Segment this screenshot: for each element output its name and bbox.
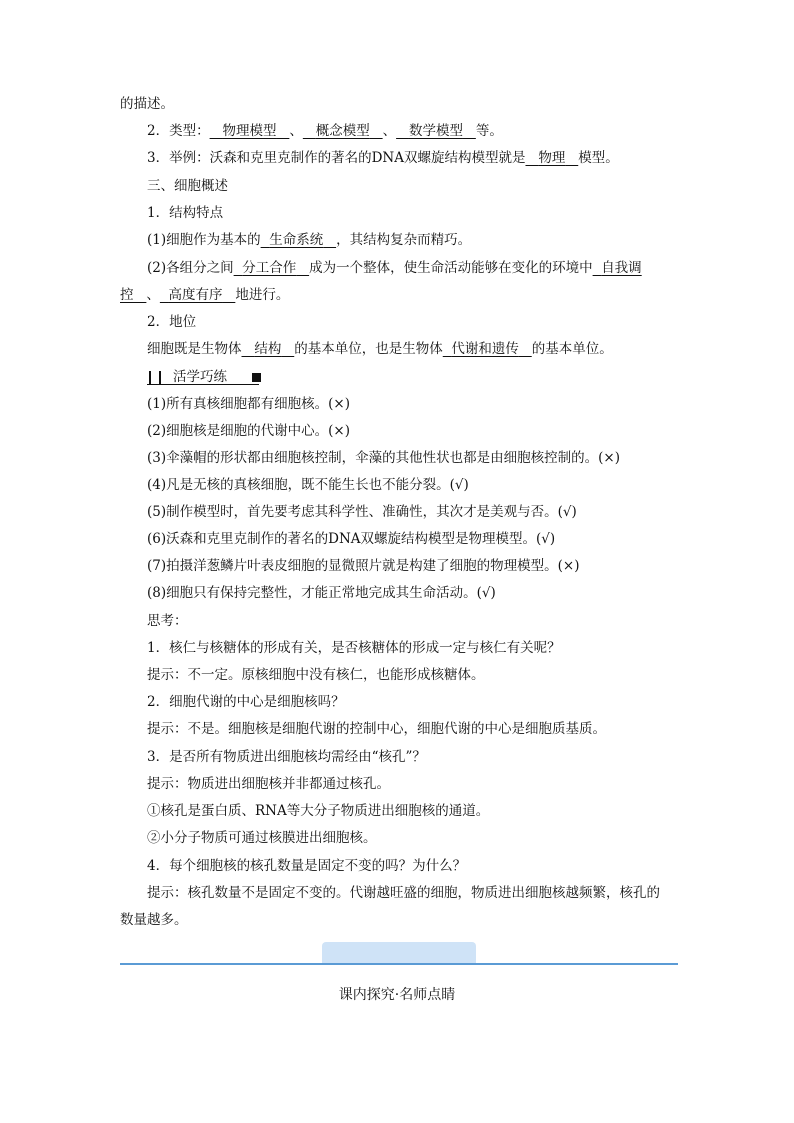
answer-blank: 生命系统 [269,232,324,248]
question: 4．每个细胞核的核孔数量是固定不变的吗？为什么？ [147,858,467,874]
answer-blank: 分工合作 [242,260,297,276]
question: 1．核仁与核糖体的形成有关，是否核糖体的形成一定与核仁有关呢？ [147,640,561,656]
answer-blank: 高度有序 [168,287,223,303]
quiz-item: (4)凡是无核的真核细胞，既不能生长也不能分裂。(√) [147,477,469,493]
text-line: 细胞既是生物体 结构 的基本单位，也是生物体 代谢和遗传 的基本单位。 [147,341,613,357]
section-banner-tab [322,942,476,964]
question: 3．是否所有物质进出细胞核均需经由“核孔”？ [147,749,426,765]
answer-blank: 控 [120,287,134,303]
section-divider [120,963,678,965]
answer-blank: 代谢和遗传 [451,341,519,357]
answer-blank: 物理模型 [222,123,277,139]
hint-point: ②小分子物质可通过核膜进出细胞核。 [147,830,377,846]
section-heading: 三、细胞概述 [147,178,228,194]
hint: 数量越多。 [120,912,188,928]
text-line: (1)细胞作为基本的 生命系统 ，其结构复杂而精巧。 [147,232,472,248]
section-banner-title: 课内探究·名师点睛 [338,987,456,1003]
quiz-item: (8)细胞只有保持完整性，才能正常地完成其生命活动。(√) [147,585,496,601]
answer-blank: 物理 [538,150,566,166]
hint-point: ①核孔是蛋白质、RNA等大分子物质进出细胞核的通道。 [147,803,490,819]
quiz-item: (3)伞藻帽的形状都由细胞核控制，伞藻的其他性状也都是由细胞核控制的。(×) [147,450,620,466]
quiz-item: (1)所有真核细胞都有细胞核。(×) [147,396,350,412]
quiz-item: (2)细胞核是细胞的代谢中心。(×) [147,423,350,439]
square-icon [252,373,261,382]
practice-tag [147,370,259,385]
text-line: (2)各组分之间 分工合作 成为一个整体，使生命活动能够在变化的环境中 自我调 [147,260,642,276]
hint: 提示：不是。细胞核是细胞代谢的控制中心，细胞代谢的中心是细胞质基质。 [147,721,606,737]
answer-blank: 数学模型 [408,123,463,139]
question: 2．细胞代谢的中心是细胞核吗？ [147,694,345,710]
model-types-line: 2．类型： 物理模型 、 概念模型 、 数学模型 等。 [147,123,503,139]
subheading: 2．地位 [147,314,197,330]
answer-blank: 概念模型 [315,123,370,139]
think-heading: 思考： [147,613,188,629]
hint: 提示：物质进出细胞核并非都通过核孔。 [147,776,390,792]
hint: 提示：不一定。原核细胞中没有核仁，也能形成核糖体。 [147,667,485,683]
quiz-item: (6)沃森和克里克制作的著名的DNA双螺旋结构模型是物理模型。(√) [147,531,556,547]
model-example-line: 3．举例：沃森和克里克制作的著名的DNA双螺旋结构模型就是 物理 模型。 [147,150,619,166]
quiz-item: (7)拍摄洋葱鳞片叶表皮细胞的显微照片就是构建了细胞的物理模型。(×) [147,558,580,574]
text-line: 控 、 高度有序 地进行。 [120,287,290,303]
text-line: 的描述。 [120,96,174,112]
answer-blank: 自我调 [601,260,642,276]
practice-tag-label: 活学巧练 [173,369,227,385]
answer-blank: 结构 [254,341,282,357]
hint: 提示：核孔数量不是固定不变的。代谢越旺盛的细胞，物质进出细胞核越频繁，核孔的 [147,885,660,901]
quiz-item: (5)制作模型时，首先要考虑其科学性、准确性，其次才是美观与否。(√) [147,504,577,520]
subheading: 1．结构特点 [147,205,224,221]
